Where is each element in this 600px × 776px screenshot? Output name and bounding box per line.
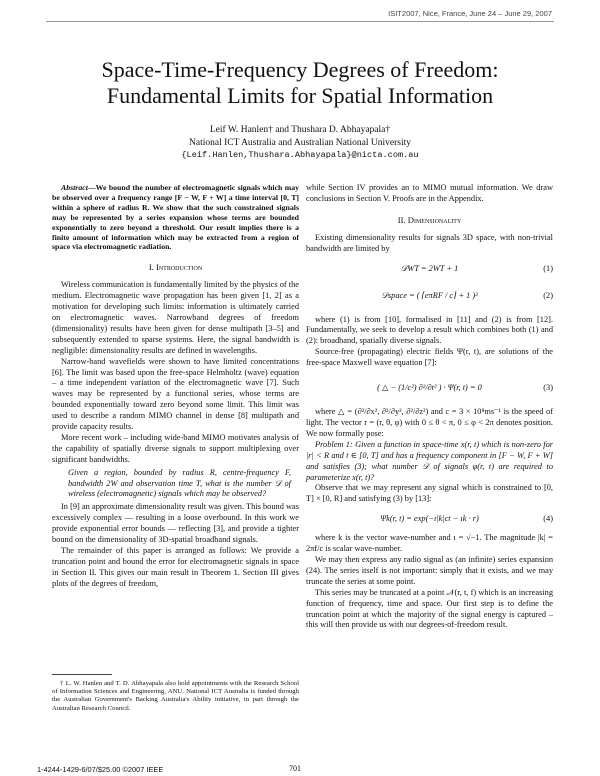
conference-header: ISIT2007, Nice, France, June 24 – June 29, 2007 [388,9,552,18]
equation-2 [306,283,553,309]
paragraph: This series may be truncated at a point 𝒩(r, t, f) which is an increasing function of frequency, time and space. Our first step is to define the truncation point at which the majority of the signal energy is captured – this will then provide us with our degrees-of-freedom result. [306,587,553,630]
section-heading-intro: I. Introduction [148,262,203,273]
equation-4 [306,511,553,527]
problem-text: Given a function in space-time x(r, t) which is non-zero for |r| < R and t ∈ [0, T] and has a frequency component in [F − W, F + W] and satisfies (3); what number 𝒟 of signals φ(r, t) are required to parameterize x(r, t)? [306,439,554,482]
problem-statement [306,440,553,484]
equation-number: (1) [543,263,553,273]
abstract [52,183,299,252]
paper-title: Space-Time-Frequency Degrees of Freedom: Fundamental Limits for Spatial Information [101,57,499,108]
problem-label: Problem 1: [315,439,353,449]
paragraph: More recent work – including wide-band MIMO motivates analysis of the capability of spatially diverse signals to support multiplexing over significant bandwidths. [52,432,299,464]
research-question: Given a region, bounded by radius R, centre-frequency F, bandwidth 2W and observation time T, what is the number 𝒟 of wireless (electromagnetic) signals which may be observed? [68,467,291,499]
page-number: 701 [289,764,301,773]
paragraph: Observe that we may represent any signal which is constrained to [0, T] × [0, R] and satisfying (3) by [13]: [306,483,553,504]
paragraph: We may then express any radio signal as (an infinite) series expansion (24). The series itself is not important: simply that it exists, and we may truncate the series at some point. [306,555,553,586]
paragraph: Source-free (propagating) electric fields Ψ(r, t), are solutions of the free-space Maxwell wave equation [7]: [306,347,553,368]
equation-body: 𝒟space = ( ⌈eπRF / c⌉ + 1 )² [381,290,478,300]
equation-number: (2) [543,290,553,300]
equation-number: (4) [543,514,553,524]
footnote: † L. W. Hanlen and T. D. Abhayapala also hold appointments with the Research School of Information Sciences and Engineering, ANU. National ICT Australia is funded through the Australian Government's Backing Australia's Ability initiative, in part through the Australian Research Council. [52,680,299,712]
paragraph: Narrow-band wavefields were shown to have limited concentrations [6]. The limit was based upon the free-space Helmholtz (wave) equation – a time independent variation of the electromagnetic wave [7]. Such waves may be represented by a functional series, whose terms are bounded exponentially toward zero beyond some limit. This limit was used to describe a random MIMO channel in dense [8] multipath and provide capacity results. [52,356,299,432]
equation-number: (3) [543,383,553,393]
author-email: {Leif.Hanlen,Thushara.Abhayapala}@nicta.com.au [181,150,419,160]
equation-1 [306,261,553,277]
copyright-line: 1-4244-1429-6/07/$25.00 ©2007 IEEE [37,765,164,774]
paragraph: where k is the vector wave-number and ı = √−1. The magnitude |k| = 2πf/c is scalar wave-number. [306,533,553,554]
left-column [52,183,299,590]
paragraph: while Section IV provides an to MIMO mutual information. We draw conclusions in Section V. Proofs are in the Appendix. [306,183,553,203]
paragraph: Wireless communication is fundamentally limited by the physics of the medium. Electromagnetic wave propagation has been given [1, 2] as a motivation for developing such limits: information is ultimately carried on electromagnetic waves. Narrowband degrees of freedom (dimensionality) results have been given for dense multipath [3–5] and subsequently extended to sparse systems. Here, the signal bandwidth is negligible: dimensionality results are defined in wavelengths. [52,280,299,355]
equation-3 [306,375,553,401]
abstract-text: —We bound the number of electromagnetic signals which may be observed over a frequency range [F − W, F + W] a time interval [0, T] within a sphere of radius R. We show that the such constrained signals may be represented by a series expansion whose terms are bounded exponentially to zero beyond a threshold. Our result implies there is a finite amount of information which may be extracted from a region of space via electromagnetic radiation. [52,183,299,252]
equation-body: 𝒟WT = 2WT + 1 [400,263,459,273]
equation-body: Ψk(r, t) = exp(−ı|k|ct − ık · r) [380,514,479,524]
author-names: Leif W. Hanlen† and Thushara D. Abhayapala† [209,125,391,135]
right-column [306,183,553,631]
paragraph: where (1) is from [10], formalised in [11] and (2) is from [12]. Fundamentally, we seek to develop a result which combines both (1) and (2): broadband, spatially diverse signals. [306,314,553,346]
paragraph: Existing dimensionality results for signals 3D space, with non-trivial bandwidth are limited by [306,232,553,253]
section-heading-dimensionality: II. Dimensionality [397,214,462,225]
paragraph: The remainder of this paper is arranged as follows: We provide a truncation point and bound the error for electromagnetic signals in space in Section II. This gives our main result in Theorem 1. Section III gives plots of the degrees of freedom, [52,546,299,588]
author-block [46,124,554,162]
paragraph: where △ = (∂²/∂x², ∂²/∂y², ∂²/∂z²) and c = 3 × 10⁸ms⁻¹ is the speed of light. The vector r = (r, θ, φ) with 0 ≤ θ < π, 0 ≤ φ < 2π denotes position. We now formally pose: [306,407,553,438]
author-affiliation: National ICT Australia and Australian National University [189,137,411,148]
header-rule [46,21,554,22]
equation-body: ( △ − (1/c²) ∂²/∂t² ) · Ψ(r, t) = 0 [377,383,482,393]
paragraph: In [9] an approximate dimensionality result was given. This bound was excessively complex — resulting in a loose overbound. In this work we provide exponential error bounds — reflecting [3], and provide a tighter bound on the dimensionality of 3D-spatial broadband signals. [52,502,299,545]
abstract-label: Abstract [61,183,88,192]
footnote-rule [52,674,112,675]
